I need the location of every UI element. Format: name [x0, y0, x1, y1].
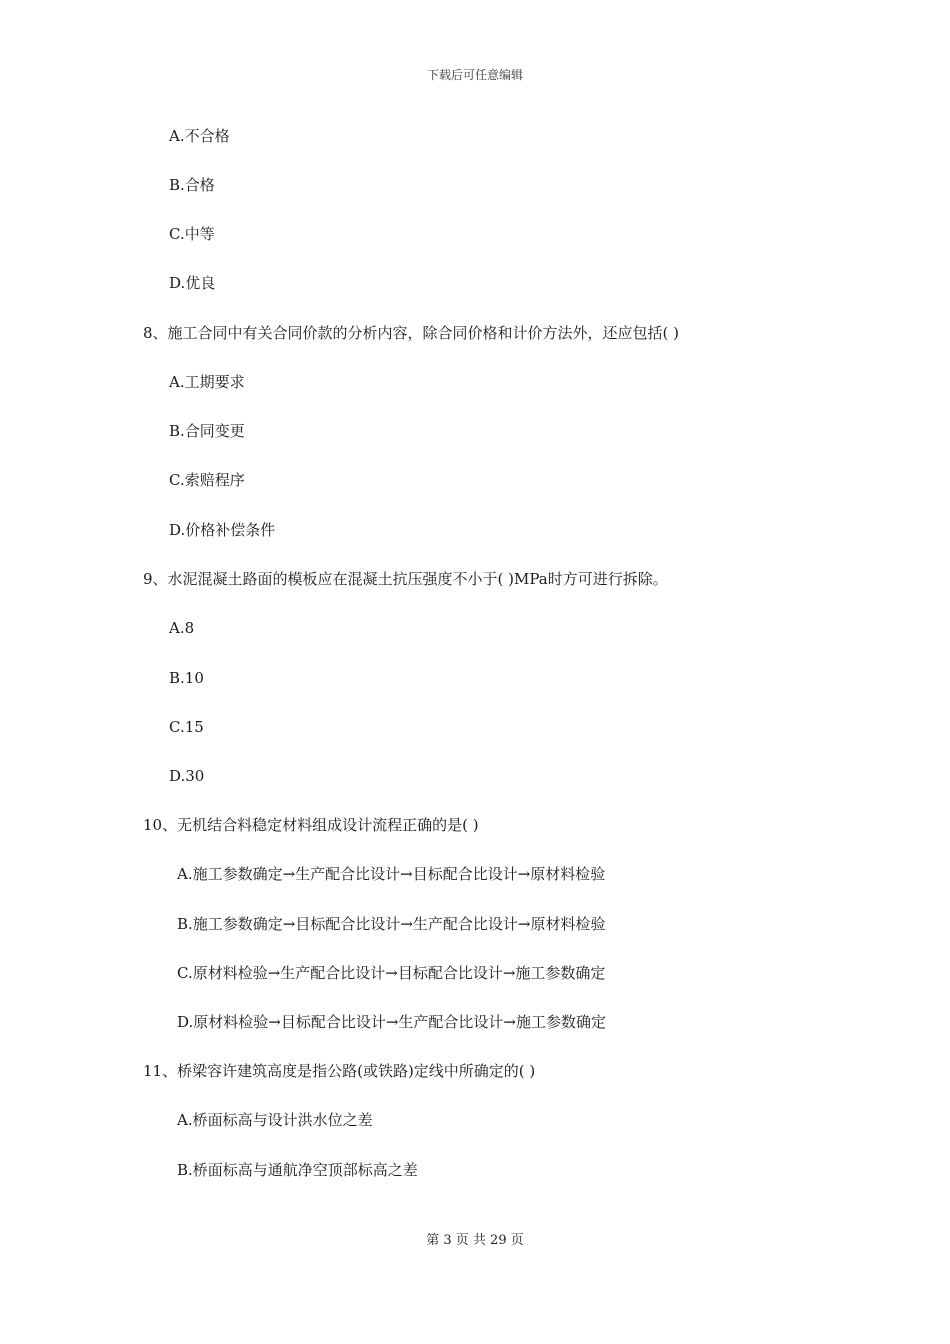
q10-option-b: B.施工参数确定→目标配合比设计→生产配合比设计→原材料检验	[177, 915, 606, 933]
question-9: 9、水泥混凝土路面的模板应在混凝土抗压强度不小于( )MPa时方可进行拆除。	[143, 570, 668, 588]
question-11: 11、桥梁容许建筑高度是指公路(或铁路)定线中所确定的( )	[143, 1062, 536, 1080]
option-c: C.中等	[169, 225, 215, 243]
q9-option-b: B.10	[169, 669, 204, 687]
q8-option-a: A.工期要求	[169, 373, 245, 391]
question-10: 10、无机结合料稳定材料组成设计流程正确的是( )	[143, 816, 479, 834]
q9-option-c: C.15	[169, 718, 204, 736]
q10-option-d: D.原材料检验→目标配合比设计→生产配合比设计→施工参数确定	[177, 1013, 606, 1031]
option-a: A.不合格	[169, 127, 230, 145]
q11-option-b: B.桥面标高与通航净空顶部标高之差	[177, 1161, 418, 1179]
page-footer: 第 3 页 共 29 页	[426, 1233, 524, 1248]
q8-option-c: C.索赔程序	[169, 471, 245, 489]
page-header: 下载后可任意编辑	[426, 68, 523, 82]
q11-option-a: A.桥面标高与设计洪水位之差	[177, 1111, 373, 1129]
q10-option-c: C.原材料检验→生产配合比设计→目标配合比设计→施工参数确定	[177, 964, 606, 982]
question-8: 8、施工合同中有关合同价款的分析内容，除合同价格和计价方法外，还应包括( )	[143, 324, 680, 342]
q8-option-b: B.合同变更	[169, 422, 245, 440]
option-b: B.合格	[169, 176, 215, 194]
option-d: D.优良	[169, 274, 216, 292]
q9-option-a: A.8	[169, 619, 195, 637]
q10-option-a: A.施工参数确定→生产配合比设计→目标配合比设计→原材料检验	[177, 865, 606, 883]
q9-option-d: D.30	[169, 767, 205, 785]
q8-option-d: D.价格补偿条件	[169, 521, 276, 539]
